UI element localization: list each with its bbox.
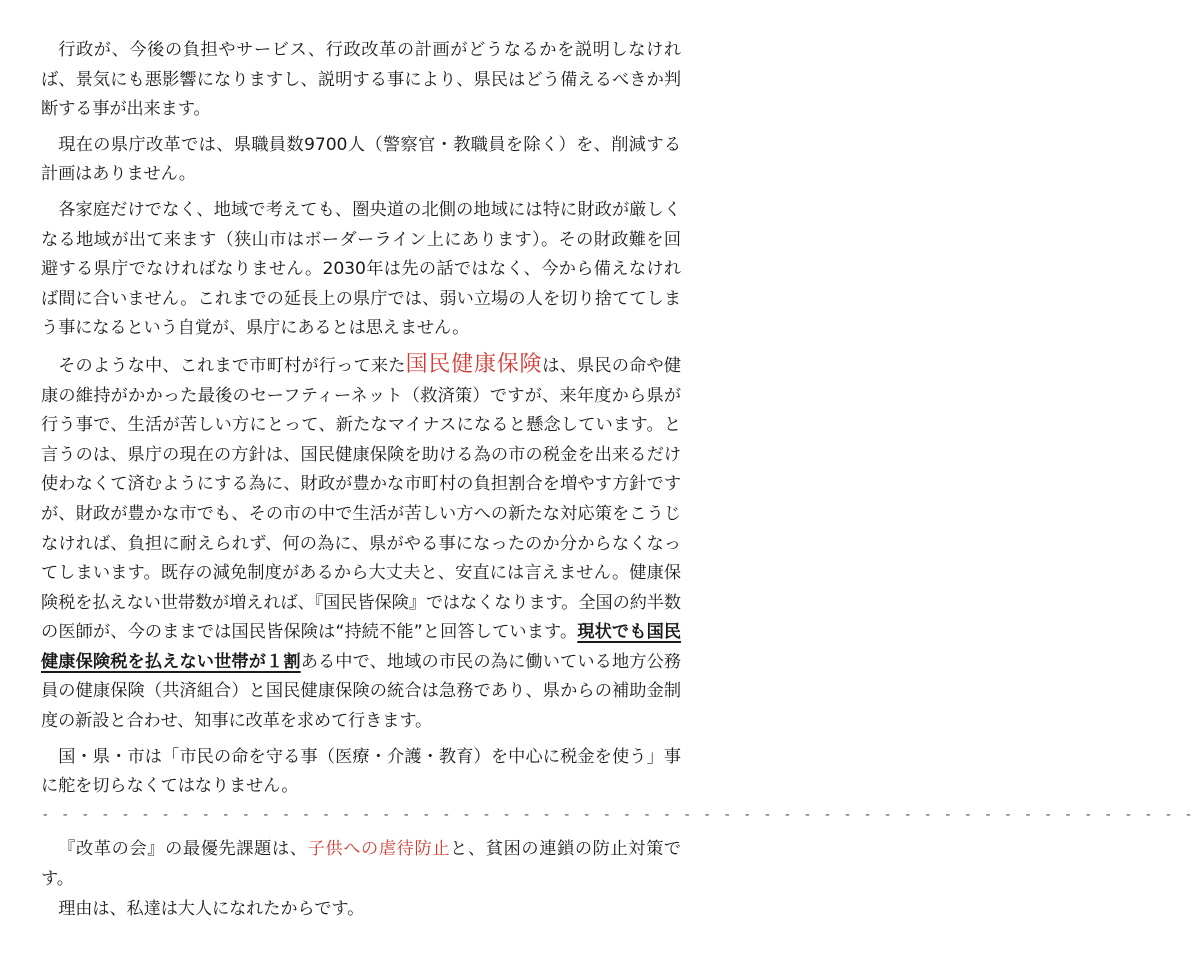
- footer-line-1-pre: 『改革の会』の最優先課題は、: [58, 838, 308, 859]
- underlined-emphasis: 現状でも国民健康保険税を払えない世帯が１割: [41, 622, 681, 672]
- paragraph-4-conclusion: ある中で、地域の市民の為に働いている地方公務員の健康保険（共済組合）と国民健康保険の統合は急務であり、県からの補助金制度の新設と合わせ、知事に改革を求めて行きます。: [41, 651, 681, 732]
- paragraph-5: 国・県・市は「市民の命を守る事（医療・介護・教育）を中心に税金を使う」事に舵を切らなくてはなりません。: [41, 746, 681, 797]
- paragraph-1: 行政が、今後の負担やサービス、行政改革の計画がどうなるかを説明しなければ、景気にも悪影響になりますし、説明する事により、県民はどう備えるべきか判断する事が出来ます。: [41, 40, 681, 120]
- paragraph-4: [41, 350, 681, 737]
- paragraph-2: 現在の県庁改革では、県職員数9700人（警察官・教職員を除く）を、削減する計画はありません。: [41, 134, 681, 185]
- paragraph-4-body: は、県民の命や健康の維持がかかった最後のセーフティーネット（救済策）ですが、来年度から県が行う事で、生活が苦しい方にとって、新たなマイナスになると懸念しています。と言うのは、県庁の現在の方針は、国民健康保険を助ける為の市の税金を出来るだけ使わなくて済むようにする為に、財政が豊かな市町村の負担割合を増やす方針ですが、財政が豊かな市でも、その市の中で生活が苦しい方への新たな対応策をこうじなければ、負担に耐えられず、何の為に、県がやる事になったのか分からなくなってしまいます。既存の減免制度があるから大丈夫と、安直には言えません。健康保険税を払えない世帯数が増えれば、『国民皆保険』ではなくなります。全国の約半数の医師が、今のままでは国民皆保険は“持続不能”と回答しています。: [41, 355, 681, 643]
- dashed-divider: - - - - - - - - - - - - - - - - - - - - - - - - - - - - - - - - - - - - - - - - - - - - - - - - - - - - - - - - - -: [41, 806, 1194, 823]
- footer-line-2: 理由は、私達は大人になれたからです。: [58, 898, 365, 919]
- footer-line-1: [41, 834, 681, 894]
- paragraph-3: 各家庭だけでなく、地域で考えても、圏央道の北側の地域には特に財政が厳しくなる地域が出て来ます（狭山市はボーダーライン上にあります）。その財政難を回避する県庁でなければなりません。2030年は先の話ではなく、今から備えなければ間に合いません。これまでの延長上の県庁では、弱い立場の人を切り捨ててしまう事になるという自覚が、県庁にあるとは思えません。: [41, 199, 681, 339]
- article-body: [41, 36, 1194, 924]
- paragraph-4-intro: そのような中、これまで市町村が行って来た: [58, 355, 406, 376]
- keyword-child-abuse-prevention: 子供への虐待防止: [307, 838, 451, 859]
- footer-line-1-post: と、貧困の連鎖の防止対策です。: [41, 838, 682, 889]
- footer-note: [41, 834, 681, 924]
- keyword-national-health-insurance: 国民健康保険: [405, 351, 543, 377]
